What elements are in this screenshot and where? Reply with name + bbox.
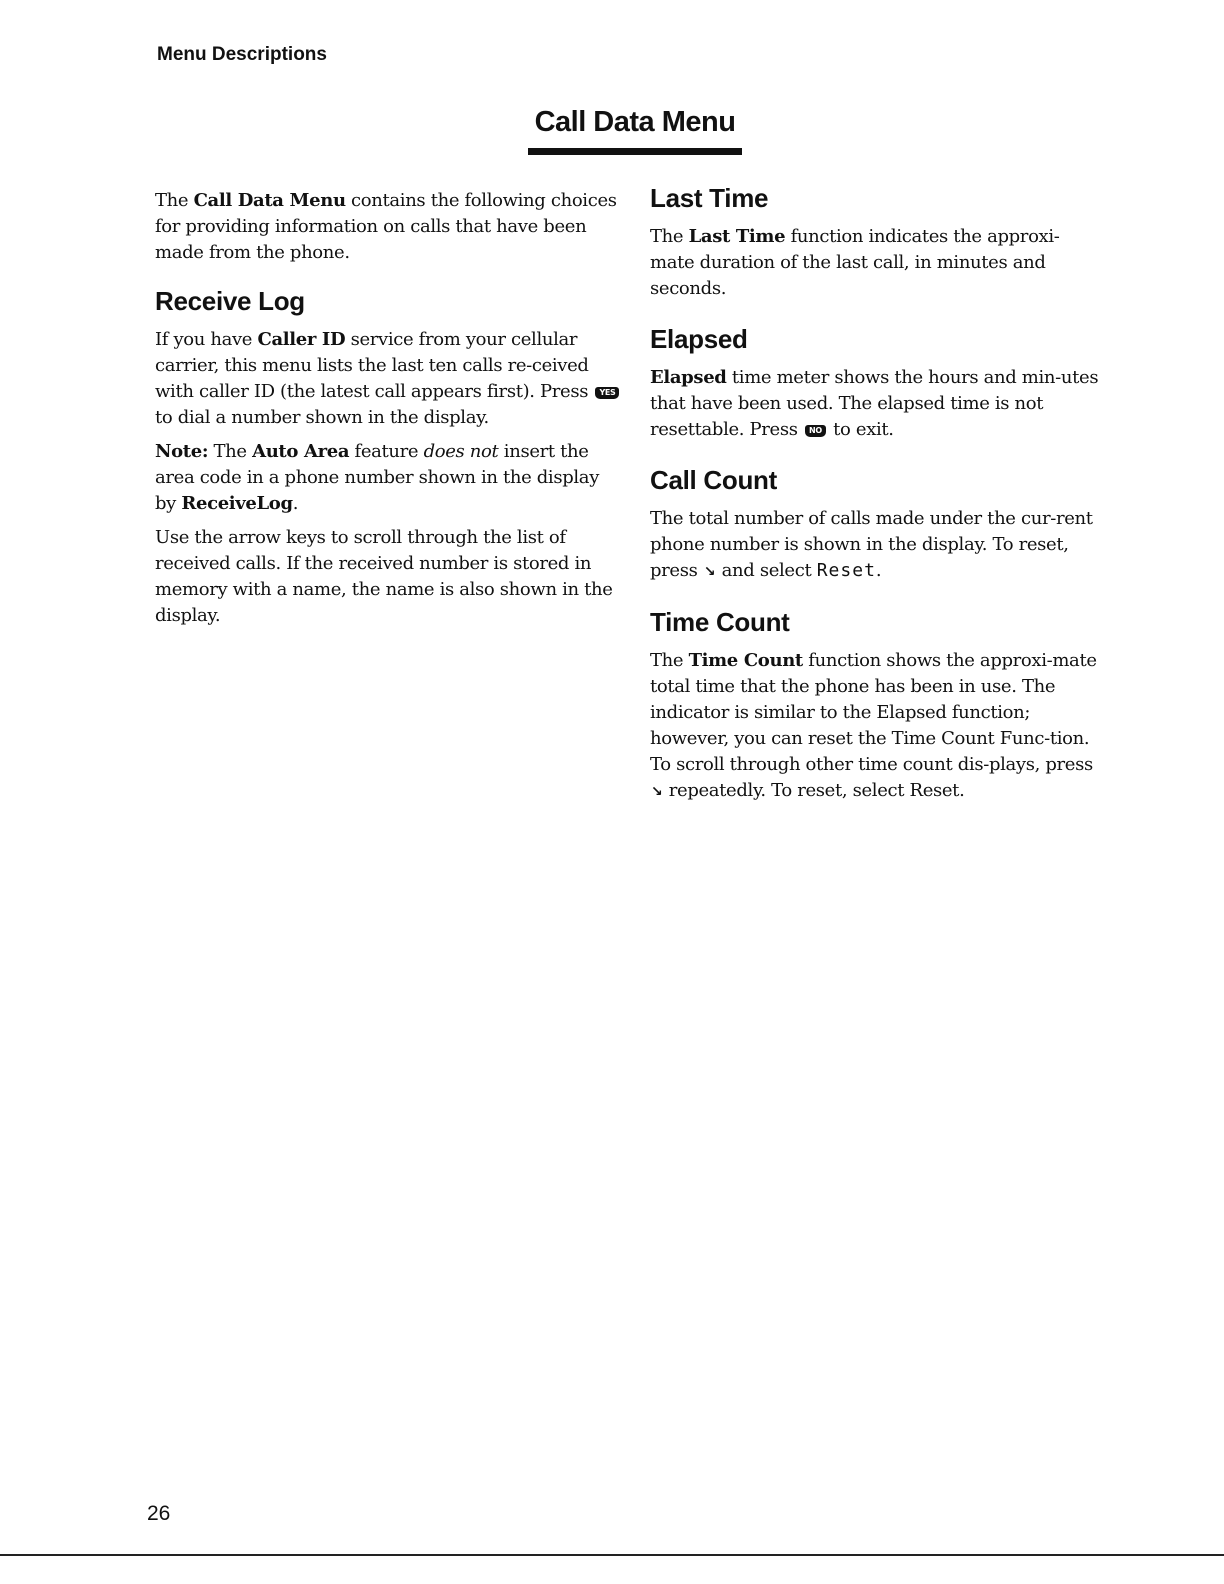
page-title: Call Data Menu: [534, 106, 736, 138]
footer-rule: [0, 1554, 1224, 1556]
call-count-heading: Call Count: [650, 465, 777, 495]
right-column: [650, 183, 1100, 827]
call-count-paragraph: The total number of calls made under the cur-rent phone number is shown in the display. To reset, press ↘ and select Reset.: [650, 506, 1100, 585]
no-key-icon: NO: [805, 425, 826, 437]
scroll-down-key-icon: ↘: [651, 784, 663, 800]
call-count-section: [650, 465, 1100, 585]
last-time-section: [650, 183, 1100, 302]
time-count-section: [650, 607, 1100, 805]
time-count-heading: Time Count: [650, 607, 790, 637]
title-underline: [528, 148, 742, 155]
page-number: 26: [147, 1502, 171, 1525]
last-time-heading: Last Time: [650, 183, 769, 213]
reset-display-text: Reset: [816, 560, 876, 581]
elapsed-section: [650, 324, 1100, 443]
elapsed-paragraph: Elapsed time meter shows the hours and min-utes that have been used. The elapsed time is not resettable. Press NO to exit.: [650, 367, 1099, 440]
time-count-paragraph: The Time Count function shows the approxi-mate total time that the phone has been in use. The indicator is similar to the Elapsed function; however, you can reset the Time Count Func-tion. To scroll through other time count dis-plays, press ↘ repeatedly. To reset, select Reset.: [650, 648, 1100, 805]
receive-log-paragraph: If you have Caller ID service from your cellular carrier, this menu lists the last ten calls re-ceived with caller ID (the latest call appears first). Press YES to dial a number shown in the display.: [155, 327, 625, 431]
left-column: [155, 188, 625, 637]
elapsed-heading: Elapsed: [650, 324, 748, 354]
intro-paragraph: The Call Data Menu contains the following choices for providing information on calls that have been made from the phone.: [155, 190, 617, 263]
receive-log-heading: Receive Log: [155, 286, 305, 316]
yes-key-icon: YES: [595, 387, 619, 399]
auto-area-note: Note: The Auto Area feature does not insert the area code in a phone number shown in the display by ReceiveLog.: [155, 441, 600, 514]
scroll-instructions-paragraph: Use the arrow keys to scroll through the list of received calls. If the received number is stored in memory with a name, the name is also shown in the display.: [155, 527, 613, 626]
scroll-down-key-icon: ↘: [703, 564, 716, 580]
section-header: Menu Descriptions: [157, 44, 327, 65]
last-time-paragraph: The Last Time function indicates the approxi-mate duration of the last call, in minutes and seconds.: [650, 226, 1060, 299]
